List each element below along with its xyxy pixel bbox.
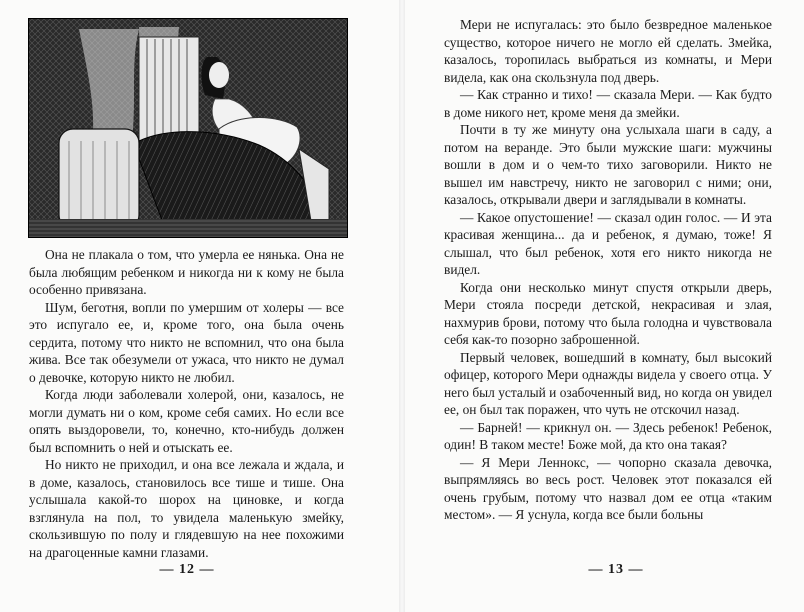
paragraph: Когда люди заболевали холерой, они, казалось, не могли думать ни о ком, кроме себя самих. Но если все опять выздоровели, то, конечно, кто-нибудь должен был вспомнить о ней и отыскать ее. (29, 387, 344, 455)
paragraph: Мери не испугалась: это было безвредное маленькое существо, которое ничего не могло ей сделать. Змейка, казалось, торопилась выбраться из комнаты, и Мери видела, как она скользнула под дверь. (444, 17, 772, 85)
paragraph: Шум, беготня, вопли по умершим от холеры — все это испугало ее, и, кроме того, она была очень сердита, потому что никто не вспомнил, что она была жива. Все так обезумели от ужаса, что никто не думал о девочке, которую никто не любил. (29, 299, 344, 385)
paragraph: Почти в ту же минуту она услыхала шаги в саду, а потом на веранде. Это были мужские шаги: мужчины вошли в дом и о чем-то тихо заговорили. Никто не вышел им навстречу, никто не заговорил с ними; они, казалось, открывали двери и заглядывали в комнаты. (444, 122, 772, 207)
page-number-right: — 13 — (588, 562, 644, 577)
paragraph: — Какое опустошение! — сказал один голос. — И эта красивая женщина... да и ребенок, я думаю, тоже! Я слышал, что был ребенок, хотя его никто никогда не видел. (444, 209, 772, 277)
illustration-girl-in-bed (28, 18, 348, 238)
paragraph: Она не плакала о том, что умерла ее нянька. Она не была любящим ребенком и никогда ни к кому не была особенно привязана. (29, 247, 344, 297)
paragraph: — Как странно и тихо! — сказала Мери. — Как будто в доме никого нет, кроме меня да змейки. (444, 87, 772, 120)
left-page (0, 0, 400, 612)
paragraph: — Я Мери Леннокс, — чопорно сказала девочка, выпрямляясь во весь рост. Человек этот показался ей очень грубым, потому что назвал дом ее отца «таким местом». — Я уснула, когда все были больны (444, 454, 772, 522)
paragraph: Но никто не приходил, и она все лежала и ждала, и в доме, казалось, становилось все тише и тише. Она услышала какой-то шорох на циновке, и когда взглянула на пол, то увидела маленькую змейку, скользившую по полу и глядевшую на нее похожими на драгоценные камни глазами. (29, 457, 344, 560)
left-page-text (29, 246, 344, 561)
right-page-text (444, 16, 772, 524)
page-number-left: — 12 — (159, 562, 215, 577)
paragraph: Первый человек, вошедший в комнату, был высокий офицер, которого Мери однажды видела у своего отца. У него был усталый и озабоченный вид, но когда он увидел ее, он был так поражен, что чуть не отскочил назад. (444, 349, 772, 417)
right-page (404, 0, 804, 612)
paragraph: Когда они несколько минут спустя открыли дверь, Мери стояла посреди детской, некрасивая и злая, нахмурив брови, потому что была голодна и чувствовала себя как-то позорно заброшенной. (444, 279, 772, 347)
paragraph: — Барней! — крикнул он. — Здесь ребенок! Ребенок, один! В таком месте! Боже мой, да кто она такая? (444, 419, 772, 452)
